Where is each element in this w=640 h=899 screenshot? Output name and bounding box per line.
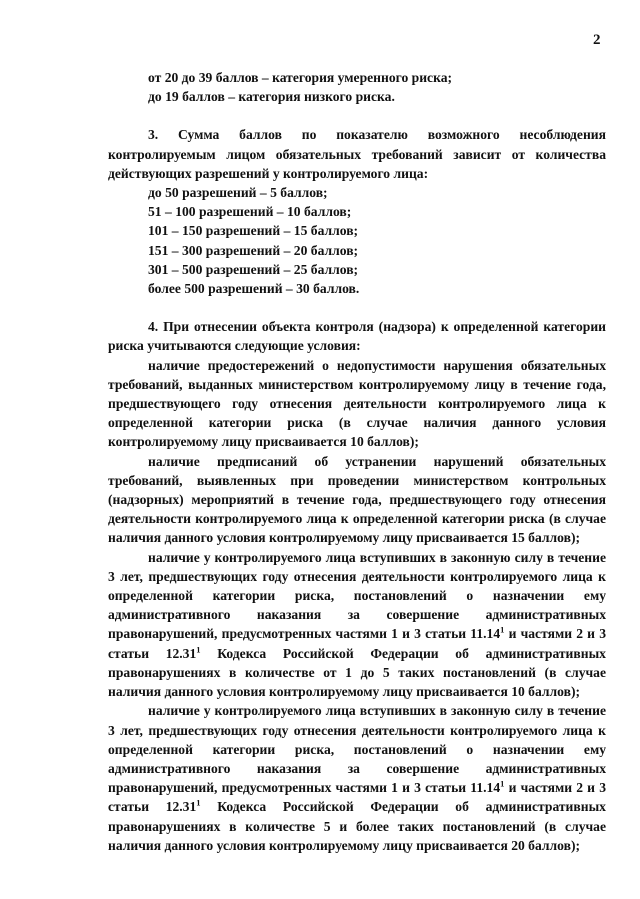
condition-warnings: наличие предостережений о недопустимости нарушения обязательных требований, выданных министерством контролируемому лицу в течение года, предшествующего году отнесения деятельности контролируемого лица к определенной категории риска (в случае наличия данного условия контролируемому лицу присваивается 10 баллов); [108, 357, 606, 450]
section-4-intro: 4. При отнесении объекта контроля (надзора) к определенной категории риска учитываются следующие условия: [108, 319, 606, 354]
condition-text: Кодекса Российской Федерации об административных правонарушениях в количестве от 1 до 5 таких постановлений (в случае наличия данного условия контролируемому лицу присваивается 10 баллов); [108, 645, 606, 700]
page-number: 2 [593, 32, 601, 48]
risk-line-low: до 19 баллов – категория низкого риска. [148, 89, 395, 105]
spacer [108, 298, 606, 317]
superscript: 1 [196, 797, 201, 808]
superscript: 1 [196, 644, 201, 655]
superscript: 1 [500, 778, 505, 789]
permit-tier-3: 101 – 150 разрешений – 15 баллов; [148, 223, 359, 239]
permit-tier-2: 51 – 100 разрешений – 10 баллов; [148, 204, 352, 220]
permit-tier-5: 301 – 500 разрешений – 25 баллов; [148, 261, 359, 277]
permit-tier-4: 151 – 300 разрешений – 20 баллов; [148, 242, 359, 258]
superscript: 1 [500, 624, 505, 635]
condition-text: Кодекса Российской Федерации об административных правонарушениях в количестве 5 и более таких постановлений (в случае наличия данного условия контролируемому лицу присваивается 20 баллов); [108, 799, 606, 853]
condition-text: наличие у контролируемого лица вступивших в законную силу в течение 3 лет, предшествующих году отнесения деятельности контролируемого лица к определенной категории риска, постановлений о назначении ему административного наказания за совершение административных правонарушений, предусмотренных частями 1 и 3 статьи 11.14 [108, 703, 606, 796]
condition-text: и частями 2 и 3 статьи 12.31 [108, 780, 606, 815]
permit-tier-6: более 500 разрешений – 30 баллов. [148, 281, 360, 297]
permit-tier-1: до 50 разрешений – 5 баллов; [148, 185, 328, 201]
condition-text: и частями 2 и 3 статьи 12.31 [108, 626, 606, 661]
section-3-intro: 3. Сумма баллов по показателю возможного несоблюдения контролируемым лицом обязательных требований зависит от количества действующих разрешений у контролируемого лица: [108, 127, 606, 181]
condition-text: наличие у контролируемого лица вступивших в законную силу в течение 3 лет, предшествующих году отнесения деятельности контролируемого лица к определенной категории риска, постановлений о назначении ему административного наказания за совершение административных правонарушений, предусмотренных частями 1 и 3 статьи 11.14 [108, 549, 606, 642]
condition-penalties-1-to-5 [108, 548, 606, 702]
document-body [108, 68, 606, 855]
risk-line-moderate: от 20 до 39 баллов – категория умеренного риска; [148, 70, 453, 85]
condition-penalties-5-plus [108, 701, 606, 855]
spacer [108, 106, 606, 125]
condition-prescriptions: наличие предписаний об устранении нарушений обязательных требований, выявленных при проведении министерством контрольных (надзорных) мероприятий в течение года, предшествующего году отнесения деятельности контролируемого лица к определенной категории риска (в случае наличия данного условия контролируемому лицу присваивается 15 баллов); [108, 453, 606, 546]
